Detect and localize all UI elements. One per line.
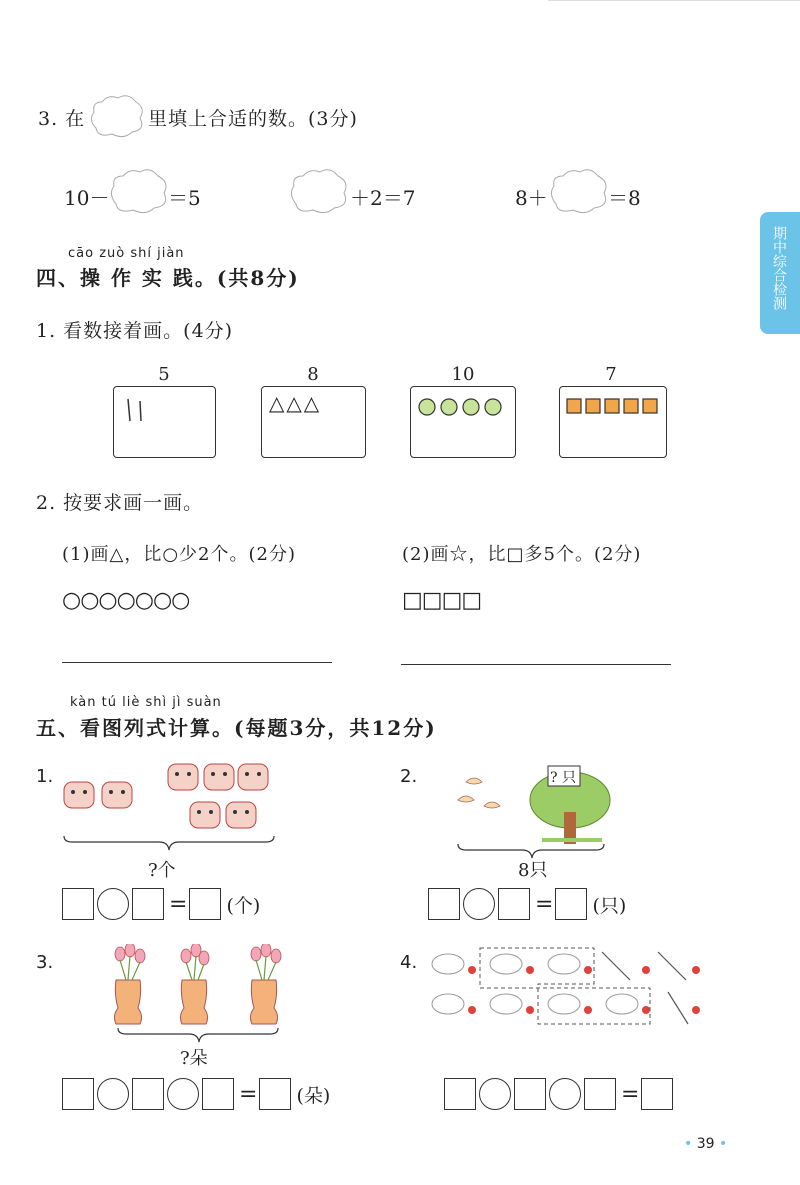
q3-eq2-right	[350, 182, 415, 211]
q3-eq3-left-text: 8＋	[515, 186, 548, 210]
green-circles	[415, 395, 515, 419]
p2-sign-text: ? 只	[550, 770, 576, 786]
p1-box-2[interactable]	[132, 888, 164, 920]
equals-sign: =	[239, 1081, 258, 1107]
section5-pinyin	[70, 695, 222, 710]
p3-op-2[interactable]	[167, 1078, 199, 1110]
p4-number: 4.	[400, 952, 418, 973]
q3-eq2-right-text: ＋2＝7	[350, 186, 416, 210]
lion-dance-heads	[60, 760, 280, 840]
q3-eq1-left	[64, 182, 109, 211]
box4-number: 7	[605, 364, 617, 385]
p3-unit: (朵)	[296, 1084, 331, 1107]
p2-label: 8只	[518, 860, 548, 881]
p4-box-2[interactable]	[514, 1078, 546, 1110]
p3-box-1[interactable]	[62, 1078, 94, 1110]
section5-title	[36, 712, 437, 741]
section4-title	[36, 262, 300, 291]
s4-q2-title-text: 2. 按要求画一画。	[36, 492, 204, 514]
box1-number: 5	[158, 364, 170, 385]
p3-box-2[interactable]	[132, 1078, 164, 1110]
q3-title-head: 3. 在	[38, 108, 86, 130]
section4-pinyin-text: cāo zuò shí jiàn	[68, 246, 185, 261]
cloud-blank-eq3[interactable]	[548, 166, 610, 216]
p1-unit: (个)	[226, 894, 261, 917]
p2-box-1[interactable]	[428, 888, 460, 920]
q3-eq1-right	[168, 182, 201, 211]
p4-op-2[interactable]	[549, 1078, 581, 1110]
q3-title-tail	[148, 104, 358, 131]
equals-sign: =	[621, 1081, 640, 1107]
p1-brace	[62, 834, 276, 854]
p3-op-1[interactable]	[97, 1078, 129, 1110]
page-number-text: 39	[696, 1136, 715, 1152]
cloud-blank-title	[88, 92, 146, 140]
p4-box-1[interactable]	[444, 1078, 476, 1110]
q3-eq3-left	[515, 182, 548, 211]
equals-sign: =	[535, 891, 554, 917]
birds-tree-illustration	[452, 760, 612, 848]
q3-eq3-right	[608, 182, 641, 211]
p4-box-result[interactable]	[641, 1078, 673, 1110]
q3-eq3-right-text: ＝8	[608, 186, 641, 210]
s4-q1-title	[36, 316, 233, 343]
p3-box-result[interactable]	[259, 1078, 291, 1110]
s4-q2a-text: (1)画△，比○少2个。(2分)	[62, 544, 296, 565]
answer-line-2[interactable]	[401, 664, 671, 665]
cloud-blank-eq1[interactable]	[108, 166, 170, 216]
draw-box-3[interactable]	[410, 386, 516, 458]
q2b-squares: □□□□	[402, 588, 482, 613]
p2-box-2[interactable]	[498, 888, 530, 920]
p3-brace	[116, 1026, 282, 1046]
p4-equation	[444, 1078, 676, 1110]
side-tab	[760, 212, 800, 334]
draw-box-1[interactable]	[113, 386, 216, 458]
s4-q1-title-text: 1. 看数接着画。(4分)	[36, 320, 234, 342]
box3-number: 10	[451, 364, 475, 385]
section5-pinyin-text: kàn tú liè shì jì suàn	[70, 695, 222, 710]
box2-number: 8	[307, 364, 319, 385]
p1-op-1[interactable]	[97, 888, 129, 920]
flower-vases	[104, 944, 294, 1028]
p2-number: 2.	[400, 766, 418, 787]
p2-equation	[428, 888, 626, 920]
s4-q2b-text: (2)画☆，比□多5个。(2分)	[402, 544, 642, 565]
draw-box-2[interactable]	[261, 386, 366, 458]
triangles: △△△	[269, 391, 322, 415]
section4-pinyin	[68, 246, 185, 261]
q3-title	[38, 104, 85, 131]
p4-box-3[interactable]	[584, 1078, 616, 1110]
p2-op-1[interactable]	[463, 888, 495, 920]
q3-eq1-left-text: 10－	[64, 186, 110, 210]
p3-box-3[interactable]	[202, 1078, 234, 1110]
p1-box-1[interactable]	[62, 888, 94, 920]
top-rule	[548, 0, 800, 1]
dot-icon: •	[684, 1136, 693, 1152]
q3-eq1-right-text: ＝5	[168, 186, 201, 210]
orange-squares	[564, 395, 668, 419]
p1-box-result[interactable]	[189, 888, 221, 920]
draw-box-4[interactable]	[559, 386, 667, 458]
side-tab-label: 期中综合检测	[771, 226, 787, 310]
dot-icon: •	[719, 1136, 728, 1152]
s4-q2-title	[36, 488, 203, 515]
section5-title-text: 五、看图列式计算。(每题3分，共12分)	[36, 716, 437, 740]
s4-q2a	[62, 540, 296, 566]
section4-title-text: 四、操 作 实 践。(共8分)	[36, 266, 300, 290]
p2-box-result[interactable]	[555, 888, 587, 920]
p3-equation	[62, 1078, 330, 1110]
p2-unit: (只)	[592, 894, 627, 917]
q2a-circles: ○○○○○○○	[62, 588, 190, 613]
q3-title-tail-text: 里填上合适的数。(3分)	[148, 108, 358, 130]
answer-line-1[interactable]	[62, 662, 332, 663]
p4-op-1[interactable]	[479, 1078, 511, 1110]
cloud-blank-eq2[interactable]	[288, 166, 350, 216]
stroke-marks	[122, 395, 162, 425]
p1-number: 1.	[36, 766, 54, 787]
page-number	[684, 1136, 727, 1152]
p3-label: ?朵	[180, 1048, 208, 1069]
p3-number: 3.	[36, 952, 54, 973]
p1-label: ?个	[148, 860, 176, 881]
p1-equation	[62, 888, 260, 920]
equals-sign: =	[169, 891, 188, 917]
sheep-radish-illustration	[424, 944, 714, 1034]
s4-q2b	[402, 540, 641, 566]
